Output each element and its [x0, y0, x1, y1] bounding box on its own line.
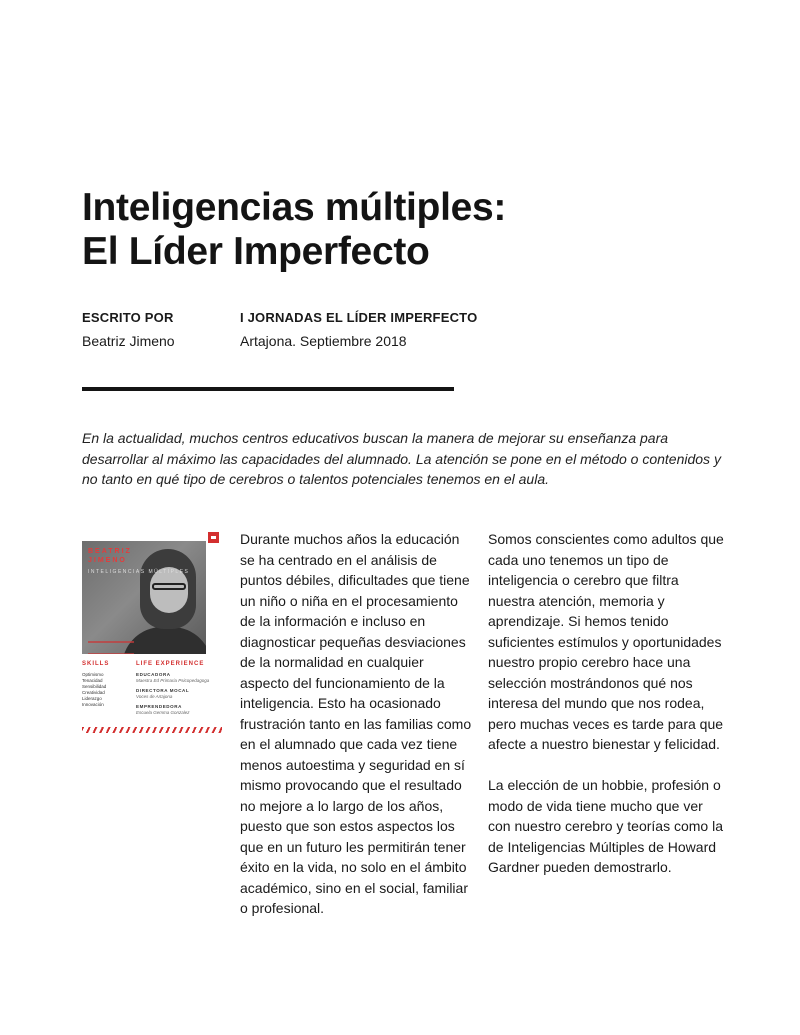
life-item	[136, 688, 222, 700]
photo-shoulders	[122, 627, 206, 654]
glasses-icon	[152, 583, 186, 590]
skill-item: Tenacidad	[82, 678, 103, 683]
profile-red-caption	[88, 641, 134, 654]
profile-name-line-1: BEATRIZ	[88, 548, 132, 555]
life-item	[136, 704, 222, 716]
profile-name	[88, 547, 132, 565]
life-experience-list	[136, 661, 222, 720]
red-logo-icon	[208, 532, 219, 543]
life-item-title: EMPRENDEDORA	[136, 704, 182, 709]
event-block	[240, 310, 477, 350]
event-label: I JORNADAS EL LÍDER IMPERFECTO	[240, 310, 478, 325]
life-item-subtitle: Voces de Artajona	[136, 694, 173, 699]
body-column-1	[240, 529, 472, 919]
life-item-subtitle: Escuela Gemma Gonzalez	[136, 710, 190, 715]
article-title	[82, 186, 506, 274]
body-column-2	[488, 529, 724, 878]
body-paragraph: Durante muchos años la educación se ha centrado en el análisis de puntos débiles, dificultades que tiene un niño o niña en el procesamiento de la información e incluso en diagnosticar pequeñas desviaciones de la normalidad en cualquier aspecto del funcionamiento de la inteligencia. Esto ha ocasionado frustración tanto en las familias como en el alumnado que cada vez tiene menos autoestima y seguridad en sí mismo provocando que el resultado no mejore a lo largo de los años, puesto que son estos aspectos los que en un futuro les permitirán tener éxito en la vida, no solo en el ámbito académico, sino en el social, familiar o profesional.	[240, 531, 472, 916]
title-line-2: El Líder Imperfecto	[82, 230, 430, 273]
author-label: ESCRITO POR	[82, 310, 174, 325]
skills-list	[82, 661, 132, 708]
profile-photo	[82, 541, 206, 654]
title-line-1: Inteligencias múltiples:	[82, 186, 507, 229]
intro-paragraph: En la actualidad, muchos centros educativos buscan la manera de mejorar su enseñanza para desarrollar al máximo las capacidades del alumnado. La atención se pone en el método o contenidos y no tanto en qué tipo de cerebros o talentos potenciales tenemos en el aula.	[82, 430, 721, 487]
profile-card-image	[82, 529, 222, 739]
life-item-title: DIRECTORA MOCAL	[136, 688, 190, 693]
life-item-title: EDUCADORA	[136, 672, 171, 677]
life-item-subtitle: Maestra Ed Primaria Psicopedagoga	[136, 678, 210, 683]
skill-item: Sensibilidad	[82, 684, 107, 689]
life-item	[136, 672, 222, 684]
body-paragraph: La elección de un hobbie, profesión o modo de vida tiene mucho que ver con nuestro cerebro y teorías como la de Inteligencias Múltiples de Howard Gardner pueden demostrarlo.	[488, 777, 724, 875]
life-heading: LIFE EXPERIENCE	[136, 661, 205, 667]
profile-name-line-2: JIMENO	[88, 557, 127, 564]
skill-item: Liderazgo	[82, 696, 102, 701]
author-name: Beatriz Jimeno	[82, 333, 175, 349]
section-divider	[82, 387, 454, 391]
profile-subtitle: INTELIGENCIAS MÚLTIPLES	[88, 569, 190, 575]
author-block	[82, 310, 175, 350]
skill-item: Innovación	[82, 702, 104, 707]
body-paragraph: Somos conscientes como adultos que cada uno tenemos un tipo de inteligencia o cerebro que filtra nuestra atención, memoria y aprendizaje. Si hemos tenido suficientes estímulos y oportunidades nuestro propio cerebro hace una selección mostrándonos qué nos interesa del mundo que nos rodea, pero muchas veces es tarde para que afecte a nuestro bienestar y felicidad.	[488, 531, 724, 752]
skills-heading: SKILLS	[82, 661, 110, 667]
dashed-accent-line	[82, 727, 222, 733]
skill-item: Creatividad	[82, 690, 105, 695]
event-detail: Artajona. Septiembre 2018	[240, 333, 407, 349]
skill-item: Optimismo	[82, 672, 104, 677]
